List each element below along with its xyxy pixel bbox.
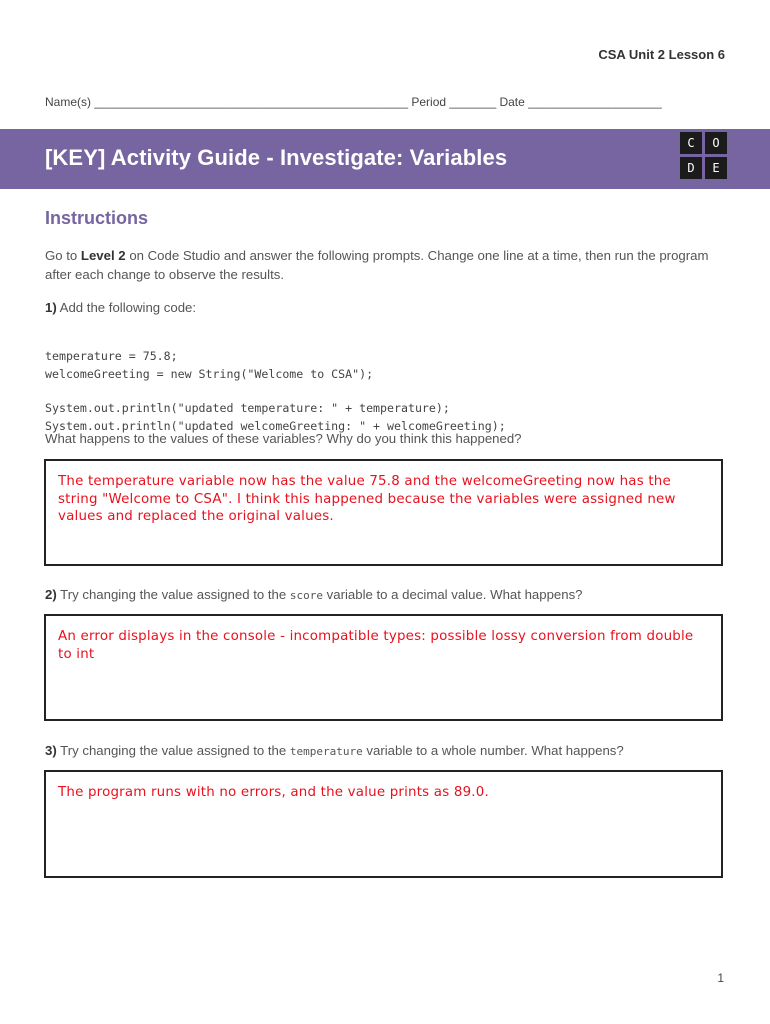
answer-box-1[interactable] — [44, 459, 723, 566]
question-3-prompt — [45, 741, 725, 761]
question-1-number: 1) — [45, 300, 57, 315]
question-1-followup: What happens to the values of these variables? Why do you think this happened? — [45, 431, 522, 446]
logo-letter-o: O — [705, 132, 727, 154]
question-3-text-start: Try changing the value assigned to the — [56, 743, 290, 758]
page-number: 1 — [717, 971, 724, 985]
answer-box-2[interactable] — [44, 614, 723, 721]
intro-text-start: Go to — [45, 248, 81, 263]
question-1-text: Add the following code: — [56, 300, 197, 315]
answer-3-text: The program runs with no errors, and the value prints as 89.0. — [58, 785, 489, 800]
name-blank: _______________________________________________ — [94, 95, 409, 109]
answer-1-text: The temperature variable now has the value 75.8 and the welcomeGreeting now has the string "Welcome to CSA". I think this happened because the variables were assigned new values and replaced the original values. — [58, 474, 676, 524]
name-label: Name(s) — [45, 95, 92, 109]
name-period-date-line — [45, 95, 662, 109]
title-banner — [0, 129, 770, 189]
unit-lesson-label: CSA Unit 2 Lesson 6 — [598, 47, 725, 62]
answer-box-3[interactable] — [44, 770, 723, 878]
question-2-text-start: Try changing the value assigned to the — [56, 587, 290, 602]
date-label: Date — [499, 95, 525, 109]
instructions-paragraph — [45, 246, 725, 284]
page-title: [KEY] Activity Guide - Investigate: Variables — [45, 145, 508, 170]
instructions-heading: Instructions — [45, 208, 149, 228]
code-line-blank — [45, 383, 506, 399]
logo-letter-e: E — [705, 157, 727, 179]
period-blank: _______ — [449, 95, 497, 109]
question-3-text-end: variable to a whole number. What happens? — [362, 743, 624, 758]
question-1-prompt — [45, 298, 725, 317]
code-line: System.out.println("updated temperature: " + temperature); — [45, 401, 450, 415]
date-blank: ____________________ — [528, 95, 662, 109]
code-line: System.out.println("updated welcomeGreeting: " + welcomeGreeting); — [45, 419, 506, 433]
question-3-number: 3) — [45, 743, 57, 758]
level-link-text: Level 2 — [80, 248, 126, 263]
period-label: Period — [411, 95, 447, 109]
temperature-code-term: temperature — [289, 745, 363, 758]
intro-text-end: on Code Studio and answer the following prompts. Change one line at a time, then run the program after each change to observe the results. — [45, 248, 709, 282]
question-2-text-end: variable to a decimal value. What happens? — [323, 587, 583, 602]
logo-letter-d: D — [680, 157, 702, 179]
answer-2-text: An error displays in the console - incompatible types: possible lossy conversion from double to int — [58, 629, 694, 662]
code-line: temperature = 75.8; — [45, 349, 178, 363]
question-2-number: 2) — [45, 587, 57, 602]
code-logo — [680, 132, 730, 182]
code-block — [45, 329, 506, 435]
logo-letter-c: C — [680, 132, 702, 154]
question-2-prompt — [45, 585, 725, 605]
score-code-term: score — [289, 589, 323, 602]
code-line: welcomeGreeting = new String("Welcome to CSA"); — [45, 367, 374, 381]
